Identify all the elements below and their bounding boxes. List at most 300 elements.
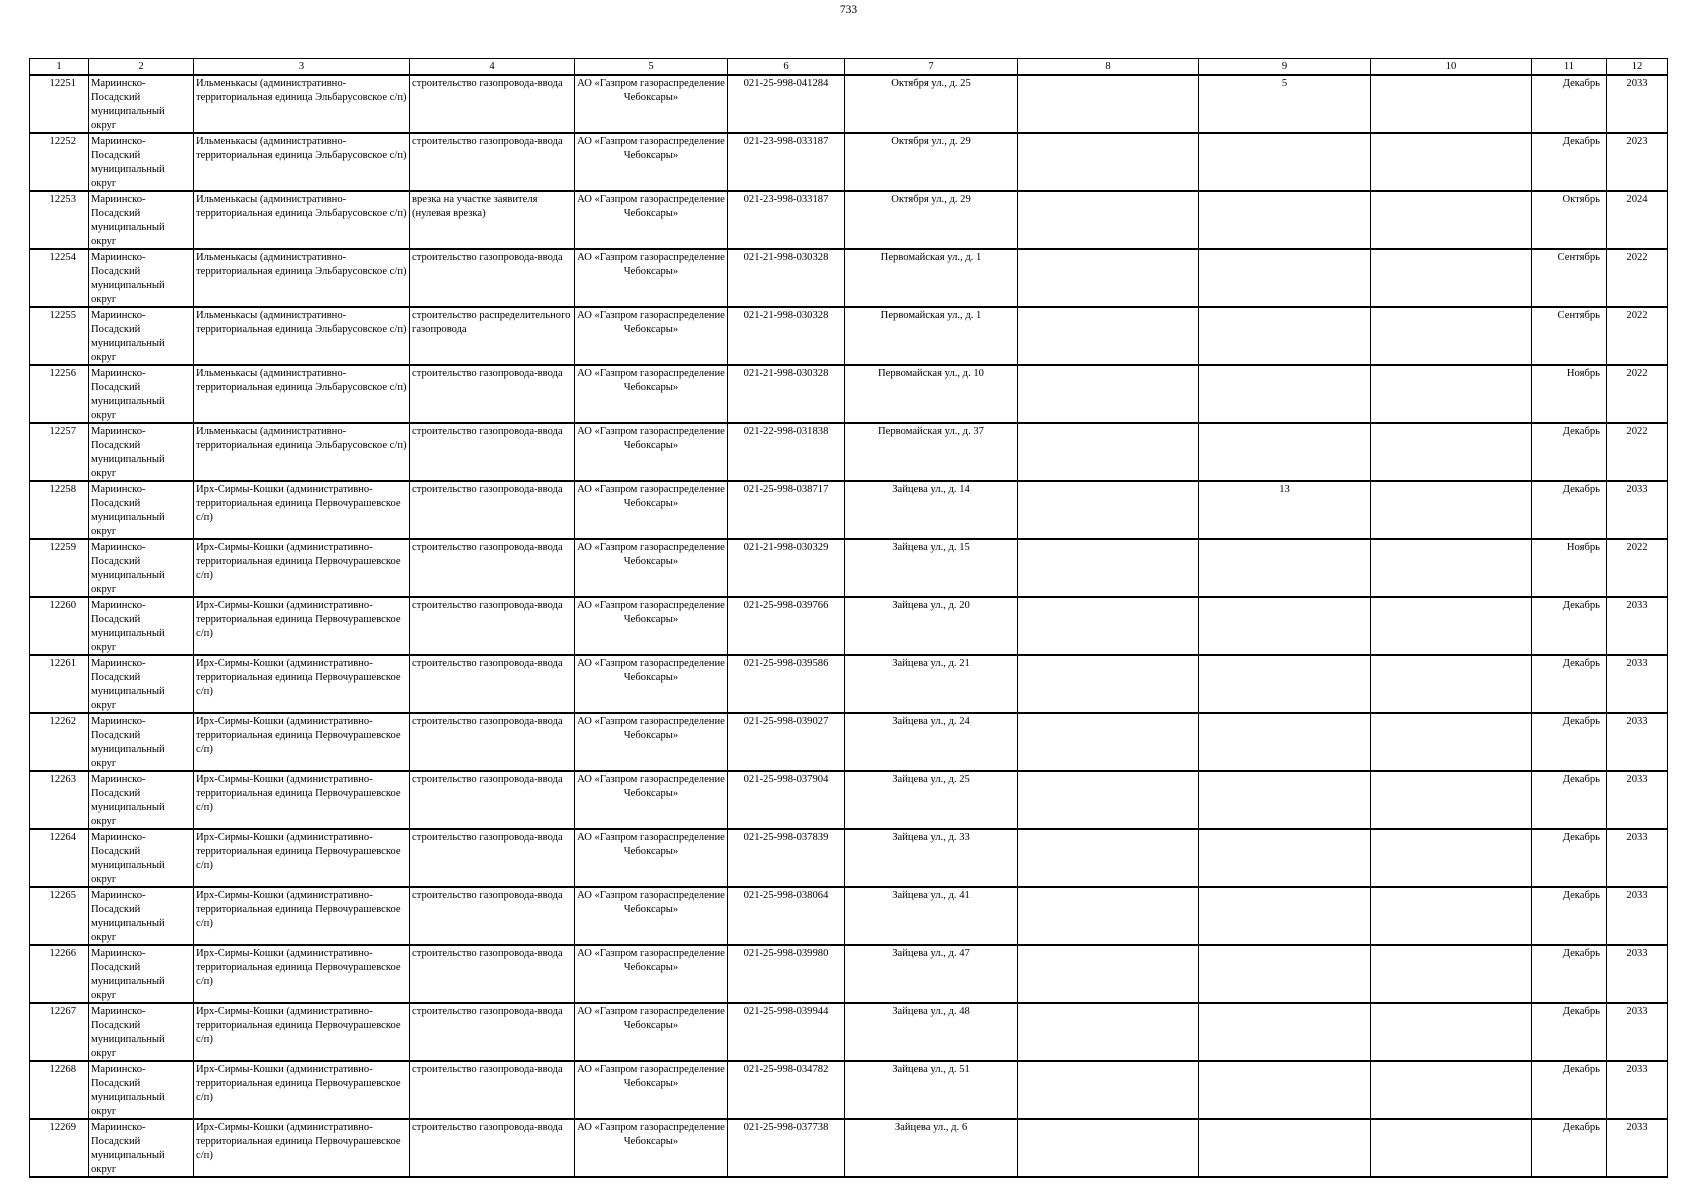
col9-cell-text xyxy=(1199,598,1370,654)
application-code-cell-text: 021-23-998-033187 xyxy=(743,194,829,205)
col8-cell-text xyxy=(1018,888,1198,944)
col9-cell xyxy=(1199,249,1371,307)
col9-cell xyxy=(1199,771,1371,829)
settlement-cell-text: Ирх-Сирмы-Кошки (административно-территориальная единица Первочурашевское с/п) xyxy=(196,774,401,813)
work-type-cell-text: строительство газопровода-ввода xyxy=(412,600,563,611)
year-cell xyxy=(1607,945,1668,1003)
col10-cell-text xyxy=(1371,946,1531,1002)
district-cell-text: Мариинско-Посадский муниципальный округ xyxy=(91,774,165,827)
address-cell xyxy=(845,365,1018,423)
address-cell xyxy=(845,597,1018,655)
col10-cell-text xyxy=(1371,366,1531,422)
district-cell-text: Мариинско-Посадский муниципальный округ xyxy=(91,484,165,537)
year-cell-text: 2033 xyxy=(1626,1122,1648,1133)
company-cell-text: АО «Газпром газораспределение Чебоксары» xyxy=(577,658,725,683)
district-cell-text: Мариинско-Посадский муниципальный округ xyxy=(91,890,165,943)
district-cell xyxy=(89,249,194,307)
col8-cell-text xyxy=(1018,946,1198,1002)
company-cell-text: АО «Газпром газораспределение Чебоксары» xyxy=(577,252,725,277)
table-row xyxy=(30,887,1668,945)
col10-cell xyxy=(1371,655,1532,713)
year-cell xyxy=(1607,539,1668,597)
company-cell-text: АО «Газпром газораспределение Чебоксары» xyxy=(577,368,725,393)
col9-cell xyxy=(1199,191,1371,249)
application-code-cell xyxy=(728,481,845,539)
row-number xyxy=(30,191,89,249)
col9-cell xyxy=(1199,423,1371,481)
row-number xyxy=(30,133,89,191)
header-cell: 12 xyxy=(1607,59,1668,76)
row-number-text: 12252 xyxy=(49,136,76,147)
col8-cell xyxy=(1018,249,1199,307)
col8-cell-text xyxy=(1018,714,1198,770)
application-code-cell-text: 021-25-998-039980 xyxy=(743,948,829,959)
address-cell-text: Зайцева ул., д. 14 xyxy=(892,484,970,495)
month-cell-text: Октябрь xyxy=(1562,194,1600,205)
col8-cell-text xyxy=(1018,366,1198,422)
work-type-cell-text: врезка на участке заявителя (нулевая врезка) xyxy=(412,194,538,219)
col10-cell xyxy=(1371,365,1532,423)
col8-cell-text xyxy=(1018,656,1198,712)
table-row xyxy=(30,133,1668,191)
company-cell xyxy=(575,133,728,191)
company-cell-text: АО «Газпром газораспределение Чебоксары» xyxy=(577,1122,725,1147)
header-cell: 2 xyxy=(89,59,194,76)
address-cell xyxy=(845,75,1018,133)
month-cell xyxy=(1532,655,1607,713)
col10-cell-text xyxy=(1371,482,1531,538)
company-cell-text: АО «Газпром газораспределение Чебоксары» xyxy=(577,774,725,799)
address-cell xyxy=(845,539,1018,597)
row-number-text: 12264 xyxy=(49,832,76,843)
work-type-cell xyxy=(410,829,575,887)
work-type-cell xyxy=(410,481,575,539)
table-row xyxy=(30,1003,1668,1061)
month-cell xyxy=(1532,307,1607,365)
year-cell xyxy=(1607,771,1668,829)
address-cell-text: Первомайская ул., д. 1 xyxy=(880,252,982,263)
row-number xyxy=(30,249,89,307)
company-cell-text: АО «Газпром газораспределение Чебоксары» xyxy=(577,890,725,915)
row-number xyxy=(30,365,89,423)
header-cell: 10 xyxy=(1371,59,1532,76)
header-cell: 4 xyxy=(410,59,575,76)
row-number-text: 12258 xyxy=(49,484,76,495)
year-cell xyxy=(1607,423,1668,481)
company-cell-text: АО «Газпром газораспределение Чебоксары» xyxy=(577,1064,725,1089)
month-cell-text: Декабрь xyxy=(1562,1064,1600,1075)
col8-cell-text xyxy=(1018,424,1198,480)
application-code-cell xyxy=(728,1003,845,1061)
address-cell-text: Зайцева ул., д. 41 xyxy=(892,890,970,901)
district-cell xyxy=(89,133,194,191)
month-cell-text: Декабрь xyxy=(1562,1006,1600,1017)
year-cell xyxy=(1607,1003,1668,1061)
application-code-cell xyxy=(728,829,845,887)
application-code-cell-text: 021-25-998-037839 xyxy=(743,832,829,843)
district-cell xyxy=(89,1003,194,1061)
header-cell: 11 xyxy=(1532,59,1607,76)
row-number xyxy=(30,655,89,713)
address-cell-text: Зайцева ул., д. 25 xyxy=(892,774,970,785)
district-cell xyxy=(89,191,194,249)
settlement-cell-text: Ильменькасы (административно-территориальная единица Эльбарусовское с/п) xyxy=(196,252,407,277)
year-cell-text: 2033 xyxy=(1626,78,1648,89)
settlement-cell xyxy=(194,365,410,423)
application-code-cell-text: 021-25-998-034782 xyxy=(743,1064,829,1075)
col10-cell-text xyxy=(1371,250,1531,306)
work-type-cell xyxy=(410,655,575,713)
company-cell xyxy=(575,1003,728,1061)
col10-cell xyxy=(1371,133,1532,191)
table-row xyxy=(30,365,1668,423)
col8-cell-text xyxy=(1018,308,1198,364)
row-number xyxy=(30,713,89,771)
company-cell xyxy=(575,75,728,133)
col10-cell-text xyxy=(1371,1120,1531,1176)
settlement-cell xyxy=(194,771,410,829)
header-cell: 1 xyxy=(30,59,89,76)
address-cell-text: Зайцева ул., д. 33 xyxy=(892,832,970,843)
row-number-text: 12268 xyxy=(49,1064,76,1075)
district-cell xyxy=(89,829,194,887)
application-code-cell xyxy=(728,945,845,1003)
col10-cell-text xyxy=(1371,308,1531,364)
application-code-cell xyxy=(728,1061,845,1119)
month-cell-text: Декабрь xyxy=(1562,136,1600,147)
work-type-cell-text: строительство газопровода-ввода xyxy=(412,368,563,379)
settlement-cell-text: Ильменькасы (административно-территориальная единица Эльбарусовское с/п) xyxy=(196,136,407,161)
work-type-cell-text: строительство газопровода-ввода xyxy=(412,252,563,263)
district-cell-text: Мариинско-Посадский муниципальный округ xyxy=(91,426,165,479)
table-body xyxy=(30,75,1668,1177)
col10-cell-text xyxy=(1371,830,1531,886)
row-number xyxy=(30,481,89,539)
col8-cell-text xyxy=(1018,1004,1198,1060)
year-cell-text: 2022 xyxy=(1626,426,1648,437)
company-cell xyxy=(575,481,728,539)
col10-cell xyxy=(1371,713,1532,771)
col10-cell xyxy=(1371,249,1532,307)
application-code-cell xyxy=(728,1119,845,1177)
settlement-cell xyxy=(194,829,410,887)
col9-cell-text xyxy=(1199,540,1370,596)
col9-cell-text xyxy=(1199,656,1370,712)
work-type-cell-text: строительство распределительного газопровода xyxy=(412,310,571,335)
col10-cell xyxy=(1371,597,1532,655)
application-code-cell-text: 021-21-998-030328 xyxy=(743,252,829,263)
address-cell xyxy=(845,945,1018,1003)
month-cell-text: Декабрь xyxy=(1562,78,1600,89)
col10-cell xyxy=(1371,481,1532,539)
row-number-text: 12261 xyxy=(49,658,76,669)
company-cell-text: АО «Газпром газораспределение Чебоксары» xyxy=(577,426,725,451)
work-type-cell-text: строительство газопровода-ввода xyxy=(412,1122,563,1133)
row-number-text: 12262 xyxy=(49,716,76,727)
application-code-cell-text: 021-21-998-030328 xyxy=(743,368,829,379)
settlement-cell xyxy=(194,887,410,945)
company-cell-text: АО «Газпром газораспределение Чебоксары» xyxy=(577,136,725,161)
col10-cell xyxy=(1371,75,1532,133)
company-cell xyxy=(575,1119,728,1177)
col8-cell-text xyxy=(1018,76,1198,132)
company-cell xyxy=(575,191,728,249)
col9-cell xyxy=(1199,307,1371,365)
col9-cell-text xyxy=(1199,714,1370,770)
table-row xyxy=(30,481,1668,539)
company-cell xyxy=(575,249,728,307)
col10-cell xyxy=(1371,945,1532,1003)
address-cell-text: Октября ул., д. 25 xyxy=(891,78,971,89)
col9-cell-text: 5 xyxy=(1281,78,1288,89)
settlement-cell xyxy=(194,1061,410,1119)
month-cell-text: Декабрь xyxy=(1562,890,1600,901)
work-type-cell-text: строительство газопровода-ввода xyxy=(412,774,563,785)
company-cell-text: АО «Газпром газораспределение Чебоксары» xyxy=(577,310,725,335)
col10-cell-text xyxy=(1371,134,1531,190)
col8-cell xyxy=(1018,1119,1199,1177)
settlement-cell xyxy=(194,75,410,133)
col10-cell-text xyxy=(1371,540,1531,596)
year-cell xyxy=(1607,655,1668,713)
table-row xyxy=(30,191,1668,249)
application-code-cell xyxy=(728,249,845,307)
year-cell-text: 2024 xyxy=(1626,194,1648,205)
col9-cell-text xyxy=(1199,134,1370,190)
month-cell xyxy=(1532,771,1607,829)
application-code-cell xyxy=(728,597,845,655)
year-cell-text: 2033 xyxy=(1626,600,1648,611)
col10-cell xyxy=(1371,191,1532,249)
address-cell-text: Октября ул., д. 29 xyxy=(891,136,971,147)
settlement-cell-text: Ирх-Сирмы-Кошки (административно-территориальная единица Первочурашевское с/п) xyxy=(196,1064,401,1103)
table-row xyxy=(30,945,1668,1003)
month-cell-text: Декабрь xyxy=(1562,832,1600,843)
address-cell-text: Зайцева ул., д. 6 xyxy=(894,1122,968,1133)
settlement-cell xyxy=(194,191,410,249)
work-type-cell xyxy=(410,307,575,365)
application-code-cell-text: 021-21-998-030329 xyxy=(743,542,829,553)
application-code-cell-text: 021-25-998-038717 xyxy=(743,484,829,495)
col9-cell-text xyxy=(1199,830,1370,886)
col9-cell-text xyxy=(1199,366,1370,422)
col9-cell xyxy=(1199,829,1371,887)
col9-cell-text xyxy=(1199,888,1370,944)
application-code-cell-text: 021-25-998-038064 xyxy=(743,890,829,901)
district-cell-text: Мариинско-Посадский муниципальный округ xyxy=(91,542,165,595)
settlement-cell xyxy=(194,133,410,191)
col10-cell xyxy=(1371,1061,1532,1119)
col9-cell xyxy=(1199,1003,1371,1061)
col8-cell-text xyxy=(1018,540,1198,596)
address-cell xyxy=(845,307,1018,365)
col9-cell-text xyxy=(1199,250,1370,306)
application-code-cell xyxy=(728,713,845,771)
col9-cell-text xyxy=(1199,308,1370,364)
settlement-cell-text: Ирх-Сирмы-Кошки (административно-территориальная единица Первочурашевское с/п) xyxy=(196,484,401,523)
header-cell: 9 xyxy=(1199,59,1371,76)
company-cell xyxy=(575,713,728,771)
col9-cell xyxy=(1199,365,1371,423)
year-cell-text: 2023 xyxy=(1626,136,1648,147)
row-number-text: 12266 xyxy=(49,948,76,959)
application-code-cell-text: 021-22-998-031838 xyxy=(743,426,829,437)
row-number-text: 12253 xyxy=(49,194,76,205)
year-cell xyxy=(1607,713,1668,771)
company-cell-text: АО «Газпром газораспределение Чебоксары» xyxy=(577,600,725,625)
company-cell xyxy=(575,887,728,945)
address-cell-text: Зайцева ул., д. 24 xyxy=(892,716,970,727)
month-cell xyxy=(1532,597,1607,655)
district-cell xyxy=(89,481,194,539)
col10-cell xyxy=(1371,539,1532,597)
settlement-cell-text: Ильменькасы (административно-территориальная единица Эльбарусовское с/п) xyxy=(196,368,407,393)
month-cell xyxy=(1532,713,1607,771)
company-cell xyxy=(575,829,728,887)
month-cell-text: Сентябрь xyxy=(1557,252,1600,263)
settlement-cell-text: Ирх-Сирмы-Кошки (административно-территориальная единица Первочурашевское с/п) xyxy=(196,832,401,871)
col9-cell xyxy=(1199,133,1371,191)
col10-cell xyxy=(1371,771,1532,829)
year-cell-text: 2022 xyxy=(1626,252,1648,263)
application-code-cell-text: 021-25-998-037738 xyxy=(743,1122,829,1133)
header-cell: 3 xyxy=(194,59,410,76)
year-cell-text: 2033 xyxy=(1626,1006,1648,1017)
address-cell-text: Первомайская ул., д. 1 xyxy=(880,310,982,321)
table-row xyxy=(30,75,1668,133)
work-type-cell xyxy=(410,1119,575,1177)
year-cell xyxy=(1607,829,1668,887)
company-cell xyxy=(575,1061,728,1119)
month-cell xyxy=(1532,423,1607,481)
col9-cell xyxy=(1199,75,1371,133)
col9-cell xyxy=(1199,539,1371,597)
month-cell xyxy=(1532,887,1607,945)
company-cell xyxy=(575,307,728,365)
application-code-cell-text: 021-25-998-037904 xyxy=(743,774,829,785)
district-cell-text: Мариинско-Посадский муниципальный округ xyxy=(91,1064,165,1117)
year-cell xyxy=(1607,481,1668,539)
settlement-cell-text: Ирх-Сирмы-Кошки (административно-территориальная единица Первочурашевское с/п) xyxy=(196,1122,401,1161)
col8-cell-text xyxy=(1018,830,1198,886)
col10-cell xyxy=(1371,423,1532,481)
col10-cell-text xyxy=(1371,598,1531,654)
row-number-text: 12251 xyxy=(49,78,76,89)
month-cell xyxy=(1532,365,1607,423)
col8-cell xyxy=(1018,597,1199,655)
district-cell xyxy=(89,539,194,597)
company-cell xyxy=(575,539,728,597)
district-cell xyxy=(89,365,194,423)
address-cell-text: Зайцева ул., д. 20 xyxy=(892,600,970,611)
col8-cell-text xyxy=(1018,1062,1198,1118)
row-number-text: 12263 xyxy=(49,774,76,785)
year-cell-text: 2033 xyxy=(1626,1064,1648,1075)
address-cell xyxy=(845,655,1018,713)
header-cell: 7 xyxy=(845,59,1018,76)
year-cell xyxy=(1607,133,1668,191)
year-cell-text: 2033 xyxy=(1626,484,1648,495)
col10-cell-text xyxy=(1371,192,1531,248)
table-row xyxy=(30,597,1668,655)
row-number-text: 12269 xyxy=(49,1122,76,1133)
row-number-text: 12255 xyxy=(49,310,76,321)
district-cell-text: Мариинско-Посадский муниципальный округ xyxy=(91,832,165,885)
year-cell xyxy=(1607,1061,1668,1119)
district-cell xyxy=(89,713,194,771)
district-cell xyxy=(89,1119,194,1177)
row-number xyxy=(30,75,89,133)
row-number-text: 12256 xyxy=(49,368,76,379)
year-cell xyxy=(1607,887,1668,945)
row-number xyxy=(30,771,89,829)
month-cell-text: Ноябрь xyxy=(1566,542,1600,553)
col9-cell xyxy=(1199,945,1371,1003)
col8-cell xyxy=(1018,307,1199,365)
row-number-text: 12260 xyxy=(49,600,76,611)
header-row xyxy=(30,59,1668,76)
settlement-cell-text: Ирх-Сирмы-Кошки (административно-территориальная единица Первочурашевское с/п) xyxy=(196,716,401,755)
col10-cell xyxy=(1371,887,1532,945)
col8-cell xyxy=(1018,423,1199,481)
year-cell-text: 2022 xyxy=(1626,368,1648,379)
col8-cell xyxy=(1018,945,1199,1003)
col10-cell-text xyxy=(1371,656,1531,712)
col8-cell-text xyxy=(1018,250,1198,306)
col9-cell-text: 13 xyxy=(1279,484,1290,495)
col9-cell xyxy=(1199,1061,1371,1119)
address-cell-text: Зайцева ул., д. 48 xyxy=(892,1006,970,1017)
application-code-cell xyxy=(728,771,845,829)
district-cell-text: Мариинско-Посадский муниципальный округ xyxy=(91,716,165,769)
month-cell-text: Декабрь xyxy=(1562,1122,1600,1133)
header-cell: 6 xyxy=(728,59,845,76)
year-cell xyxy=(1607,249,1668,307)
district-cell xyxy=(89,75,194,133)
work-type-cell-text: строительство газопровода-ввода xyxy=(412,426,563,437)
month-cell xyxy=(1532,191,1607,249)
company-cell xyxy=(575,423,728,481)
application-code-cell xyxy=(728,191,845,249)
col8-cell-text xyxy=(1018,192,1198,248)
work-type-cell-text: строительство газопровода-ввода xyxy=(412,658,563,669)
district-cell xyxy=(89,597,194,655)
month-cell xyxy=(1532,539,1607,597)
address-cell xyxy=(845,133,1018,191)
settlement-cell xyxy=(194,423,410,481)
table-row xyxy=(30,713,1668,771)
row-number xyxy=(30,945,89,1003)
settlement-cell-text: Ильменькасы (административно-территориальная единица Эльбарусовское с/п) xyxy=(196,310,407,335)
col8-cell xyxy=(1018,539,1199,597)
district-cell-text: Мариинско-Посадский муниципальный округ xyxy=(91,600,165,653)
year-cell-text: 2033 xyxy=(1626,832,1648,843)
col8-cell-text xyxy=(1018,482,1198,538)
year-cell xyxy=(1607,1119,1668,1177)
col9-cell-text xyxy=(1199,772,1370,828)
col9-cell-text xyxy=(1199,424,1370,480)
page-number: 733 xyxy=(839,4,858,16)
col8-cell xyxy=(1018,771,1199,829)
settlement-cell xyxy=(194,481,410,539)
month-cell xyxy=(1532,945,1607,1003)
work-type-cell xyxy=(410,539,575,597)
address-cell-text: Зайцева ул., д. 21 xyxy=(892,658,970,669)
year-cell xyxy=(1607,191,1668,249)
address-cell xyxy=(845,1119,1018,1177)
month-cell-text: Ноябрь xyxy=(1566,368,1600,379)
table-row xyxy=(30,771,1668,829)
